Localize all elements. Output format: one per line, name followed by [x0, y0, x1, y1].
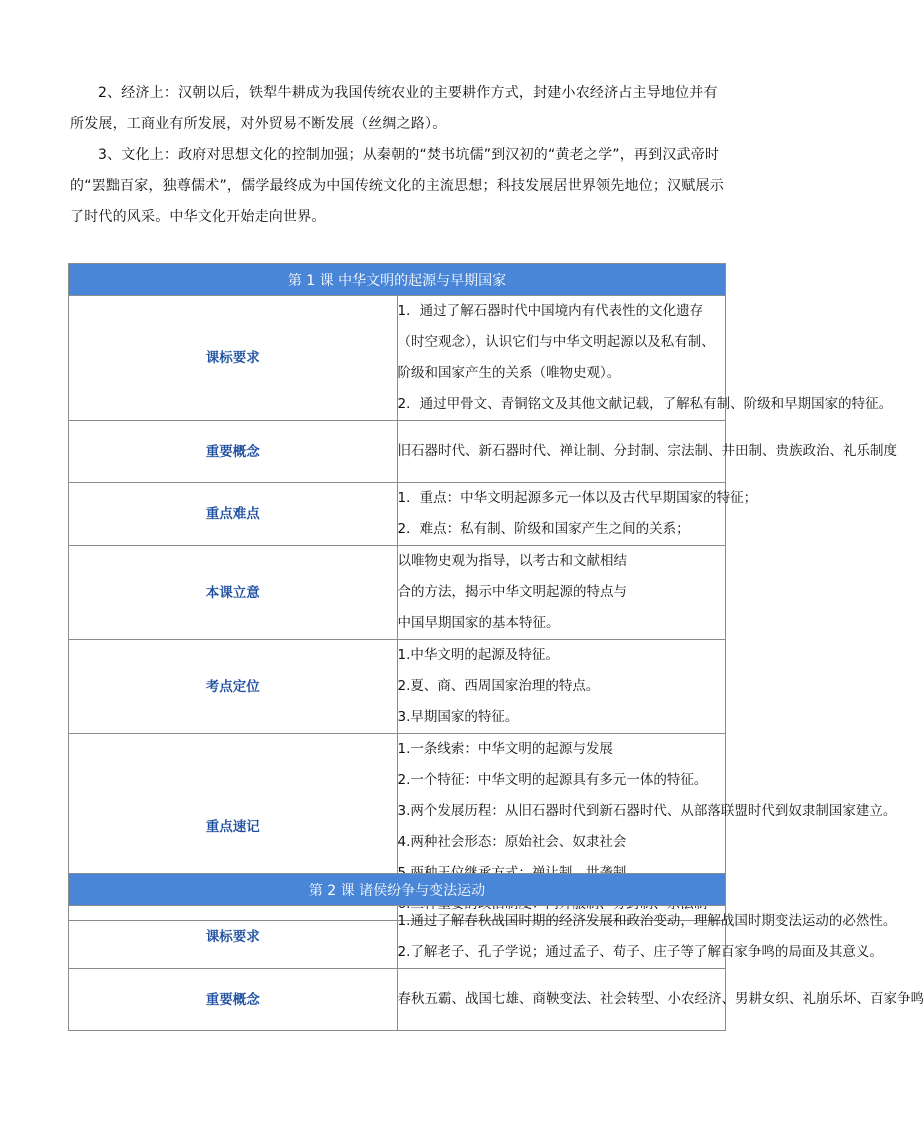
content-exam-points [397, 640, 726, 734]
content-key-concepts [397, 969, 924, 1031]
lesson-1-title: 第 1 课 中华文明的起源与早期国家 [69, 264, 726, 296]
label-focus-difficulty: 重点难点 [69, 483, 398, 546]
content-line: 2．难点：私有制、阶级和国家产生之间的关系； [397, 521, 690, 537]
lesson-2-table [68, 873, 924, 1031]
content-line: 1．通过了解石器时代中国境内有代表性的文化遗存（时空观念），认识它们与中华文明起源以及私有制、阶级和国家产生的关系（唯物史观）。 [397, 303, 715, 381]
content-curriculum-requirements [397, 906, 897, 969]
content-line: 1.通过了解春秋战国时期的经济发展和政治变动，理解战国时期变法运动的必然性。 [397, 913, 897, 929]
content-line: 1.一条线索：中华文明的起源与发展 [397, 741, 613, 757]
content-line: 2．通过甲骨文、青铜铭文及其他文献记载，了解私有制、阶级和早期国家的特征。 [397, 396, 893, 412]
content-focus-difficulty [397, 483, 758, 546]
content-line: 2.一个特征：中华文明的起源具有多元一体的特征。 [397, 772, 708, 788]
label-exam-points: 考点定位 [69, 640, 398, 734]
content-line: 1.中华文明的起源及特征。 [397, 647, 559, 663]
content-line: 4.两种社会形态：原始社会、奴隶社会 [397, 834, 627, 850]
content-line: 旧石器时代、新石器时代、禅让制、分封制、宗法制、井田制、贵族政治、礼乐制度 [397, 443, 897, 459]
content-curriculum-requirements [397, 296, 893, 421]
lesson-2-title: 第 2 课 诸侯纷争与变法运动 [69, 874, 726, 906]
label-key-concepts: 重要概念 [69, 969, 398, 1031]
label-lesson-purpose: 本课立意 [69, 546, 398, 640]
label-curriculum-requirements: 课标要求 [69, 906, 398, 969]
paragraph-economy: 2、经济上：汉朝以后，铁犁牛耕成为我国传统农业的主要耕作方式，封建小农经济占主导地位并有所发展，工商业有所发展，对外贸易不断发展（丝绸之路）。 [70, 85, 718, 132]
label-quick-notes: 重点速记 [69, 734, 398, 921]
content-line: 2.了解老子、孔子学说；通过孟子、荀子、庄子等了解百家争鸣的局面及其意义。 [397, 944, 883, 960]
label-key-concepts: 重要概念 [69, 421, 398, 483]
content-line: 3.早期国家的特征。 [397, 709, 519, 725]
content-lesson-purpose [397, 546, 726, 640]
label-curriculum-requirements: 课标要求 [69, 296, 398, 421]
paragraph-culture: 3、文化上：政府对思想文化的控制加强；从秦朝的“焚书坑儒”到汉初的“黄老之学”，再到汉武帝时的“罢黜百家，独尊儒术”，儒学最终成为中国传统文化的主流思想；科技发展居世界领先地位；汉赋展示了时代的风采。中华文化开始走向世界。 [70, 147, 724, 225]
intro-text [70, 78, 724, 233]
content-line: 春秋五霸、战国七雄、商鞅变法、社会转型、小农经济、男耕女织、礼崩乐坏、百家争鸣 [397, 991, 924, 1007]
content-line: 以唯物史观为指导，以考古和文献相结合的方法，揭示中华文明起源的特点与中国早期国家的基本特征。 [397, 553, 627, 631]
content-line: 2.夏、商、西周国家治理的特点。 [397, 678, 600, 694]
content-line: 1．重点：中华文明起源多元一体以及古代早期国家的特征； [397, 490, 758, 506]
content-key-concepts [397, 421, 897, 483]
content-line: 3.两个发展历程：从旧石器时代到新石器时代、从部落联盟时代到奴隶制国家建立。 [397, 803, 897, 819]
